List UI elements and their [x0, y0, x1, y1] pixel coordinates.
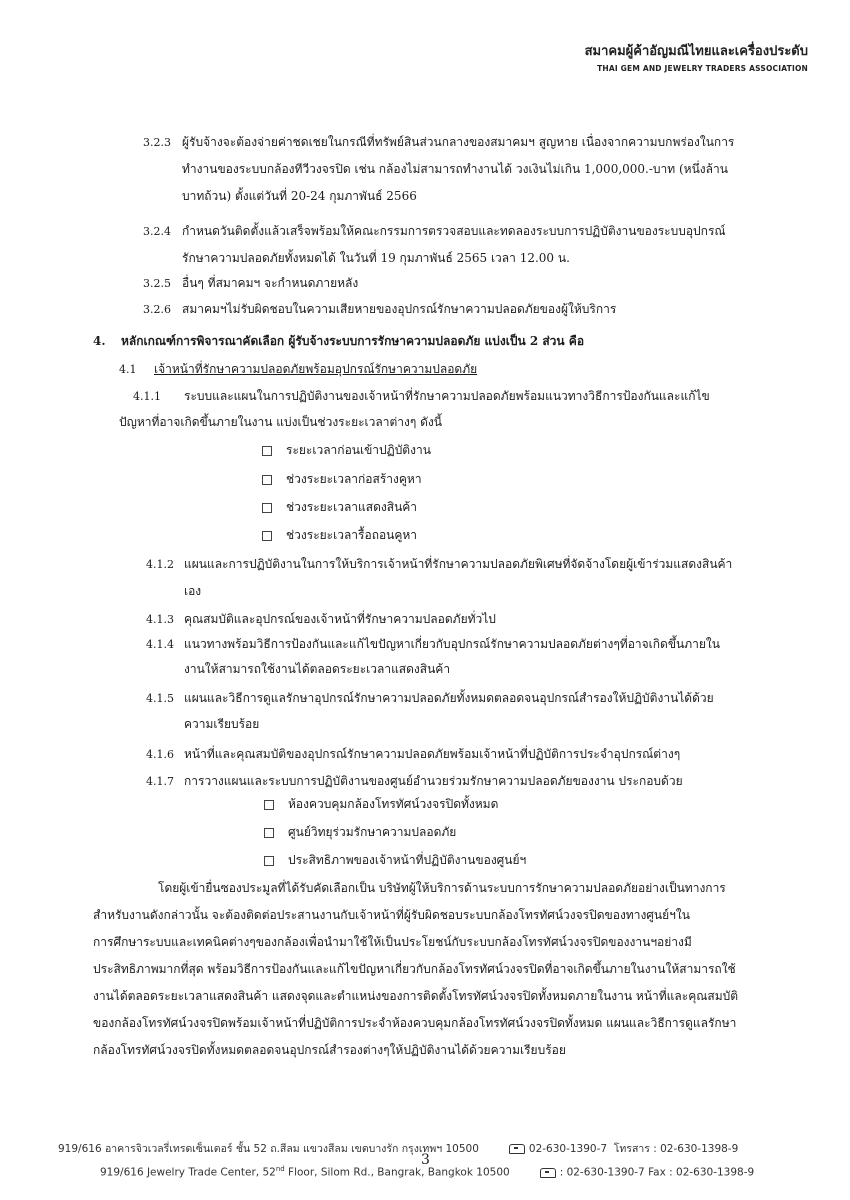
item-text-line: แผนและการปฏิบัติงานในการให้บริการเจ้าหน้าที่รักษาความปลอดภัยพิเศษที่จัดจ้างโดยผู้เข้าร่วมแสดงสินค้า	[184, 557, 733, 571]
item-number: 3.2.4	[143, 225, 171, 238]
item-number: 4.1.1	[133, 390, 161, 403]
footer-address-english-text: 919/616 Jewelry Trade Center, 52	[100, 1166, 276, 1179]
item-number: 4.1.2	[146, 558, 174, 571]
item-number: 3.2.6	[143, 303, 171, 316]
subsection-number: 4.1	[119, 363, 137, 376]
checkbox-label: ระยะเวลาก่อนเข้าปฏิบัติงาน	[286, 443, 431, 457]
item-text-line: แผนและวิธีการดูแลรักษาอุปกรณ์รักษาความปลอดภัยทั้งหมดตลอดจนอุปกรณ์สำรองให้ปฏิบัติงานได้ด้วย	[184, 691, 714, 705]
item-text-line: รักษาความปลอดภัยทั้งหมดได้ ในวันที่ 19 กุมภาพันธ์ 2565 เวลา 12.00 น.	[182, 251, 570, 265]
association-name-thai: สมาคมผู้ค้าอัญมณีไทยและเครื่องประดับ	[584, 44, 808, 59]
checkbox	[264, 828, 274, 838]
phone-icon	[540, 1168, 556, 1178]
item-text-line: คุณสมบัติและอุปกรณ์ของเจ้าหน้าที่รักษาความปลอดภัยทั่วไป	[184, 612, 496, 626]
section-number: 4.	[93, 334, 106, 348]
item-number: 4.1.4	[146, 638, 174, 651]
item-text-line: บาทถ้วน) ตั้งแต่วันที่ 20-24 กุมภาพันธ์ 2566	[182, 189, 417, 203]
item-text-line: การวางแผนและระบบการปฏิบัติงานของศูนย์อำนวยร่วมรักษาความปลอดภัยของงาน ประกอบด้วย	[184, 774, 683, 788]
item-number: 3.2.5	[143, 277, 171, 290]
phone-icon	[509, 1144, 525, 1154]
checkbox-label: ช่วงระยะเวลารื้อถอนคูหา	[286, 528, 418, 542]
item-text-line: ทำงานของระบบกล้องทีวีวงจรปิด เช่น กล้องไม่สามารถทำงานได้ วงเงินไม่เกิน 1,000,000.-บาท (หนึ่งล้าน	[182, 162, 728, 176]
checkbox	[264, 856, 274, 866]
paragraph-line: ประสิทธิภาพมากที่สุด พร้อมวิธีการป้องกันและแก้ไขปัญหาเกี่ยวกับกล้องโทรทัศน์วงจรปิดที่อาจเกิดขึ้นภายในงานให้สามารถใช้	[93, 962, 736, 976]
checkbox-label: ช่วงระยะเวลาก่อสร้างคูหา	[286, 472, 422, 486]
item-text-line: แนวทางพร้อมวิธีการป้องกันและแก้ไขปัญหาเกี่ยวกับอุปกรณ์รักษาความปลอดภัยต่างๆที่อาจเกิดขึ้นภายใน	[184, 637, 720, 651]
checkbox-label: ช่วงระยะเวลาแสดงสินค้า	[286, 500, 418, 514]
checkbox-label: ห้องควบคุมกล้องโทรทัศน์วงจรปิดทั้งหมด	[288, 797, 499, 811]
item-text-line: ความเรียบร้อย	[184, 717, 260, 731]
item-text-line: อื่นๆ ที่สมาคมฯ จะกำหนดภายหลัง	[182, 276, 359, 290]
item-text-line: ปัญหาที่อาจเกิดขึ้นภายในงาน แบ่งเป็นช่วงระยะเวลาต่างๆ ดังนี้	[119, 415, 442, 429]
item-number: 4.1.5	[146, 692, 174, 705]
item-text-line: เอง	[184, 584, 202, 598]
footer-phone-thai: 02-630-1390-7	[528, 1143, 608, 1155]
item-text-line: กำหนดวันติดตั้งแล้วเสร็จพร้อมให้คณะกรรมการตรวจสอบและทดลองระบบการปฏิบัติงานของระบบอุปกรณ์	[182, 224, 726, 238]
footer-phone-fax-english: : 02-630-1390-7 Fax : 02-630-1398-9	[559, 1166, 755, 1179]
footer-address-thai-text: 919/616 อาคารจิวเวลรี่เทรดเซ็นเตอร์ ชั้น 52 ถ.สีลม แขวงสีลม เขตบางรัก กรุงเทพฯ 10500	[58, 1143, 479, 1155]
item-number: 4.1.6	[146, 748, 174, 761]
checkbox	[262, 446, 272, 456]
section-title: หลักเกณฑ์การพิจารณาคัดเลือก ผู้รับจ้างระบบการรักษาความปลอดภัย แบ่งเป็น 2 ส่วน คือ	[121, 334, 585, 348]
checkbox	[262, 531, 272, 541]
association-name-english: THAI GEM AND JEWELRY TRADERS ASSOCIATION	[597, 64, 808, 73]
item-text-line: สมาคมฯไม่รับผิดชอบในความเสียหายของอุปกรณ์รักษาความปลอดภัยของผู้ให้บริการ	[182, 302, 617, 316]
page-number: 3	[421, 1152, 430, 1168]
paragraph-line: โดยผู้เข้ายื่นซองประมูลที่ได้รับคัดเลือกเป็น บริษัทผู้ให้บริการด้านระบบการรักษาความปลอดภัยอย่างเป็นทางการ	[158, 881, 726, 895]
paragraph-line: ของกล้องโทรทัศน์วงจรปิดพร้อมเจ้าหน้าที่ปฏิบัติการประจำห้องควบคุมกล้องโทรทัศน์วงจรปิดทั้งหมด แผนและวิธีการดูแลรักษา	[93, 1016, 737, 1030]
item-text-line: ระบบและแผนในการปฏิบัติงานของเจ้าหน้าที่รักษาความปลอดภัยพร้อมแนวทางวิธีการป้องกันและแก้ไข	[184, 389, 710, 403]
paragraph-line: งานได้ตลอดระยะเวลาแสดงสินค้า แสดงจุดและตำแหน่งของการติดตั้งโทรทัศน์วงจรปิดทั้งหมดภายในงาน หน้าที่และคุณสมบัติ	[93, 989, 739, 1003]
checkbox-label: ประสิทธิภาพของเจ้าหน้าที่ปฏิบัติงานของศูนย์ฯ	[288, 853, 527, 867]
item-text-line: ผู้รับจ้างจะต้องจ่ายค่าชดเชยในกรณีที่ทรัพย์สินส่วนกลางของสมาคมฯ สูญหาย เนื่องจากความบกพร่องในการ	[182, 135, 735, 149]
item-text-line: งานให้สามารถใช้งานได้ตลอดระยะเวลาแสดงสินค้า	[184, 662, 451, 676]
item-text-line: หน้าที่และคุณสมบัติของอุปกรณ์รักษาความปลอดภัยพร้อมเจ้าหน้าที่ปฏิบัติการประจำอุปกรณ์ต่างๆ	[184, 747, 681, 761]
checkbox	[264, 800, 274, 810]
footer-fax-thai: โทรสาร : 02-630-1398-9	[613, 1143, 739, 1155]
footer-address-english	[100, 1165, 754, 1179]
paragraph-line: สำหรับงานดังกล่าวนั้น จะต้องติดต่อประสานงานกับเจ้าหน้าที่ผู้รับผิดชอบระบบกล้องโทรทัศน์วงจรปิดของทางศูนย์ฯใน	[93, 908, 690, 922]
paragraph-line: กล้องโทรทัศน์วงจรปิดทั้งหมดตลอดจนอุปกรณ์สำรองต่างๆให้ปฏิบัติงานได้ด้วยความเรียบร้อย	[93, 1043, 566, 1057]
item-number: 4.1.3	[146, 613, 174, 626]
item-number: 3.2.3	[143, 136, 171, 149]
letterhead	[585, 40, 808, 73]
item-number: 4.1.7	[146, 775, 174, 788]
subsection-title: เจ้าหน้าที่รักษาความปลอดภัยพร้อมอุปกรณ์รักษาความปลอดภัย	[154, 362, 478, 376]
footer-address-english-text-rest: Floor, Silom Rd., Bangrak, Bangkok 10500	[284, 1166, 510, 1179]
paragraph-line: การศึกษาระบบและเทคนิคต่างๆของกล้องเพื่อนำมาใช้ให้เป็นประโยชน์กับระบบกล้องโทรทัศน์วงจรปิดของงานฯอย่างมี	[93, 935, 692, 949]
footer-address-thai	[58, 1140, 738, 1157]
footer-ordinal-suffix: nd	[275, 1165, 285, 1173]
checkbox-label: ศูนย์วิทยุร่วมรักษาความปลอดภัย	[288, 825, 457, 839]
checkbox	[262, 475, 272, 485]
checkbox	[262, 503, 272, 513]
